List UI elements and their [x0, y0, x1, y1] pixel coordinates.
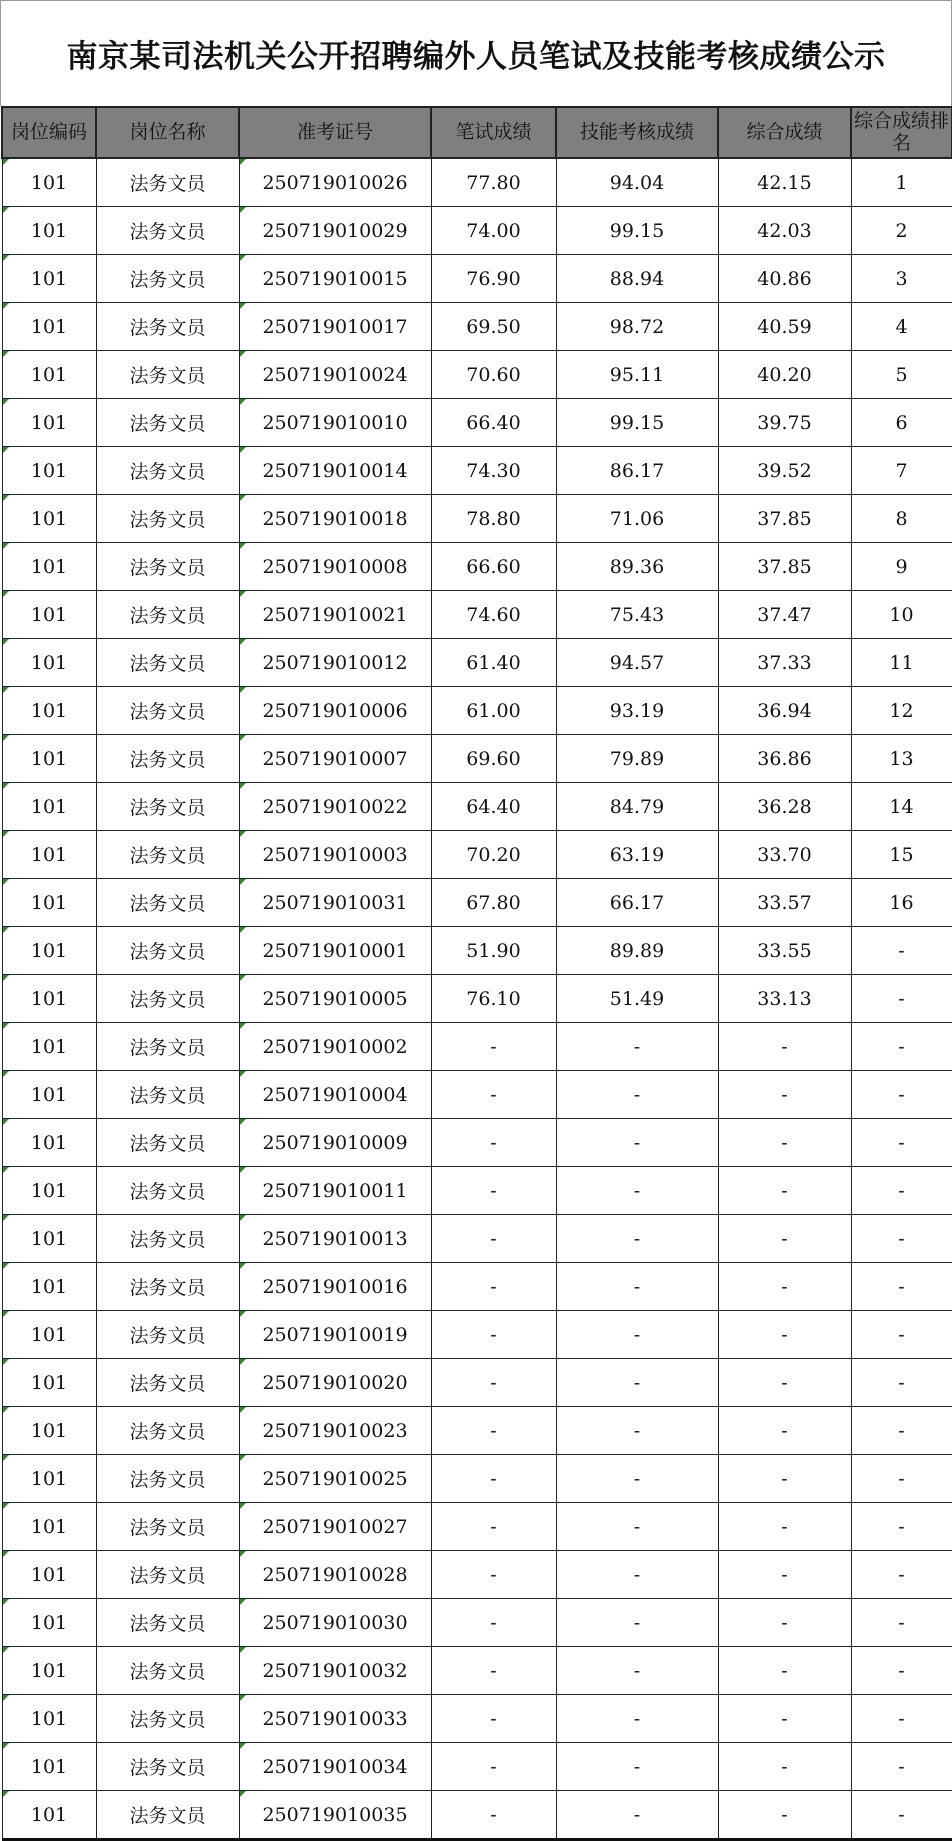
- cell-total-score[interactable]: 37.85: [718, 543, 851, 591]
- header-total-score[interactable]: 综合成绩: [718, 107, 851, 158]
- cell-position-code[interactable]: 101: [2, 831, 96, 879]
- cell-position-name[interactable]: 法务文员: [96, 879, 239, 927]
- cell-rank[interactable]: 3: [851, 255, 952, 303]
- cell-written-score[interactable]: 76.90: [431, 255, 556, 303]
- cell-rank[interactable]: -: [851, 1455, 952, 1503]
- cell-position-name[interactable]: 法务文员: [96, 735, 239, 783]
- table-row: [2, 1167, 952, 1215]
- table-row: [2, 1071, 952, 1119]
- cell-position-code[interactable]: 101: [2, 1503, 96, 1551]
- table-row: [2, 399, 952, 447]
- cell-written-score[interactable]: 69.50: [431, 303, 556, 351]
- cell-written-score[interactable]: 51.90: [431, 927, 556, 975]
- cell-written-score[interactable]: -: [431, 1455, 556, 1503]
- table-row: [2, 783, 952, 831]
- header-written-score[interactable]: 笔试成绩: [431, 107, 556, 158]
- cell-exam-number[interactable]: 250719010006: [239, 687, 431, 735]
- header-position-code[interactable]: 岗位编码: [2, 107, 96, 158]
- cell-rank[interactable]: -: [851, 1215, 952, 1263]
- cell-written-score[interactable]: -: [431, 1695, 556, 1743]
- cell-written-score[interactable]: 61.40: [431, 639, 556, 687]
- cell-rank[interactable]: -: [851, 1743, 952, 1791]
- cell-written-score[interactable]: -: [431, 1311, 556, 1359]
- cell-position-code[interactable]: 101: [2, 1359, 96, 1407]
- cell-position-name[interactable]: 法务文员: [96, 1551, 239, 1599]
- cell-total-score[interactable]: 40.86: [718, 255, 851, 303]
- cell-written-score[interactable]: -: [431, 1551, 556, 1599]
- cell-exam-number[interactable]: 250719010030: [239, 1599, 431, 1647]
- cell-exam-number[interactable]: 250719010002: [239, 1023, 431, 1071]
- cell-rank[interactable]: -: [851, 1599, 952, 1647]
- cell-written-score[interactable]: -: [431, 1407, 556, 1455]
- cell-skill-score[interactable]: -: [556, 1263, 718, 1311]
- cell-skill-score[interactable]: 94.57: [556, 639, 718, 687]
- cell-position-name[interactable]: 法务文员: [96, 975, 239, 1023]
- cell-total-score[interactable]: -: [718, 1503, 851, 1551]
- cell-total-score[interactable]: 39.75: [718, 399, 851, 447]
- cell-written-score[interactable]: 74.60: [431, 591, 556, 639]
- cell-total-score[interactable]: 37.85: [718, 495, 851, 543]
- cell-rank[interactable]: -: [851, 1311, 952, 1359]
- cell-rank[interactable]: 8: [851, 495, 952, 543]
- cell-exam-number[interactable]: 250719010017: [239, 303, 431, 351]
- cell-exam-number[interactable]: 250719010028: [239, 1551, 431, 1599]
- cell-rank[interactable]: -: [851, 1071, 952, 1119]
- page-title: 南京某司法机关公开招聘编外人员笔试及技能考核成绩公示: [66, 39, 886, 75]
- cell-skill-score[interactable]: -: [556, 1023, 718, 1071]
- cell-position-name[interactable]: 法务文员: [96, 1071, 239, 1119]
- cell-total-score[interactable]: 33.57: [718, 879, 851, 927]
- cell-written-score[interactable]: 74.00: [431, 207, 556, 255]
- cell-position-name[interactable]: 法务文员: [96, 495, 239, 543]
- cell-position-name[interactable]: 法务文员: [96, 1311, 239, 1359]
- table-row: [2, 158, 952, 207]
- cell-position-code[interactable]: 101: [2, 1455, 96, 1503]
- cell-position-name[interactable]: 法务文员: [96, 543, 239, 591]
- cell-position-code[interactable]: 101: [2, 975, 96, 1023]
- cell-skill-score[interactable]: 79.89: [556, 735, 718, 783]
- cell-exam-number[interactable]: 250719010032: [239, 1647, 431, 1695]
- cell-position-code[interactable]: 101: [2, 591, 96, 639]
- table-row: [2, 591, 952, 639]
- cell-total-score[interactable]: 36.94: [718, 687, 851, 735]
- cell-skill-score[interactable]: 66.17: [556, 879, 718, 927]
- cell-position-name[interactable]: 法务文员: [96, 303, 239, 351]
- cell-position-name[interactable]: 法务文员: [96, 687, 239, 735]
- cell-position-code[interactable]: 101: [2, 351, 96, 399]
- cell-position-code[interactable]: 101: [2, 1743, 96, 1791]
- table-row: [2, 831, 952, 879]
- table-row: [2, 639, 952, 687]
- cell-position-name[interactable]: 法务文员: [96, 1119, 239, 1167]
- cell-total-score[interactable]: -: [718, 1695, 851, 1743]
- cell-position-code[interactable]: 101: [2, 447, 96, 495]
- cell-skill-score[interactable]: -: [556, 1503, 718, 1551]
- cell-position-code[interactable]: 101: [2, 687, 96, 735]
- cell-written-score[interactable]: -: [431, 1071, 556, 1119]
- cell-skill-score[interactable]: -: [556, 1407, 718, 1455]
- cell-written-score[interactable]: 76.10: [431, 975, 556, 1023]
- table-row: [2, 351, 952, 399]
- cell-rank[interactable]: 9: [851, 543, 952, 591]
- cell-exam-number[interactable]: 250719010020: [239, 1359, 431, 1407]
- cell-total-score[interactable]: 40.59: [718, 303, 851, 351]
- cell-position-name[interactable]: 法务文员: [96, 1167, 239, 1215]
- cell-total-score[interactable]: 37.47: [718, 591, 851, 639]
- cell-exam-number[interactable]: 250719010008: [239, 543, 431, 591]
- cell-rank[interactable]: 16: [851, 879, 952, 927]
- cell-position-name[interactable]: 法务文员: [96, 158, 239, 207]
- table-row: [2, 1647, 952, 1695]
- cell-written-score[interactable]: 70.20: [431, 831, 556, 879]
- table-row: [2, 927, 952, 975]
- cell-total-score[interactable]: -: [718, 1167, 851, 1215]
- cell-rank[interactable]: -: [851, 1407, 952, 1455]
- cell-position-name[interactable]: 法务文员: [96, 927, 239, 975]
- table-row: [2, 687, 952, 735]
- cell-written-score[interactable]: 74.30: [431, 447, 556, 495]
- cell-written-score[interactable]: -: [431, 1743, 556, 1791]
- cell-skill-score[interactable]: -: [556, 1311, 718, 1359]
- table-row: [2, 1743, 952, 1791]
- table-body: [2, 158, 952, 1840]
- cell-exam-number[interactable]: 250719010003: [239, 831, 431, 879]
- cell-total-score[interactable]: -: [718, 1023, 851, 1071]
- cell-skill-score[interactable]: 63.19: [556, 831, 718, 879]
- cell-position-name[interactable]: 法务文员: [96, 591, 239, 639]
- cell-written-score[interactable]: 66.60: [431, 543, 556, 591]
- cell-position-code[interactable]: 101: [2, 783, 96, 831]
- cell-position-code[interactable]: 101: [2, 879, 96, 927]
- table-row: [2, 1263, 952, 1311]
- cell-skill-score[interactable]: 89.36: [556, 543, 718, 591]
- cell-rank[interactable]: -: [851, 1551, 952, 1599]
- cell-rank[interactable]: -: [851, 1503, 952, 1551]
- cell-position-code[interactable]: 101: [2, 1551, 96, 1599]
- cell-skill-score[interactable]: -: [556, 1647, 718, 1695]
- cell-rank[interactable]: 4: [851, 303, 952, 351]
- cell-skill-score[interactable]: -: [556, 1119, 718, 1167]
- cell-rank[interactable]: -: [851, 1695, 952, 1743]
- cell-written-score[interactable]: -: [431, 1791, 556, 1840]
- cell-total-score[interactable]: 37.33: [718, 639, 851, 687]
- table-row: [2, 543, 952, 591]
- cell-total-score[interactable]: -: [718, 1215, 851, 1263]
- cell-rank[interactable]: -: [851, 1023, 952, 1071]
- cell-position-name[interactable]: 法务文员: [96, 1263, 239, 1311]
- cell-position-code[interactable]: 101: [2, 495, 96, 543]
- cell-total-score[interactable]: 33.70: [718, 831, 851, 879]
- cell-skill-score[interactable]: 71.06: [556, 495, 718, 543]
- cell-rank[interactable]: 6: [851, 399, 952, 447]
- cell-exam-number[interactable]: 250719010025: [239, 1455, 431, 1503]
- cell-exam-number[interactable]: 250719010010: [239, 399, 431, 447]
- cell-skill-score[interactable]: 95.11: [556, 351, 718, 399]
- cell-total-score[interactable]: -: [718, 1311, 851, 1359]
- cell-exam-number[interactable]: 250719010009: [239, 1119, 431, 1167]
- cell-exam-number[interactable]: 250719010001: [239, 927, 431, 975]
- cell-position-code[interactable]: 101: [2, 1599, 96, 1647]
- cell-total-score[interactable]: -: [718, 1119, 851, 1167]
- cell-position-code[interactable]: 101: [2, 207, 96, 255]
- cell-skill-score[interactable]: 94.04: [556, 158, 718, 207]
- cell-written-score[interactable]: 70.60: [431, 351, 556, 399]
- cell-total-score[interactable]: -: [718, 1455, 851, 1503]
- cell-rank[interactable]: 14: [851, 783, 952, 831]
- cell-rank[interactable]: 7: [851, 447, 952, 495]
- cell-written-score[interactable]: 67.80: [431, 879, 556, 927]
- cell-position-name[interactable]: 法务文员: [96, 1743, 239, 1791]
- cell-exam-number[interactable]: 250719010035: [239, 1791, 431, 1840]
- cell-skill-score[interactable]: -: [556, 1599, 718, 1647]
- cell-exam-number[interactable]: 250719010018: [239, 495, 431, 543]
- cell-total-score[interactable]: -: [718, 1551, 851, 1599]
- cell-written-score[interactable]: -: [431, 1503, 556, 1551]
- header-total-rank[interactable]: 综合成绩排名: [851, 107, 952, 158]
- cell-position-name[interactable]: 法务文员: [96, 1455, 239, 1503]
- cell-exam-number[interactable]: 250719010012: [239, 639, 431, 687]
- cell-total-score[interactable]: -: [718, 1359, 851, 1407]
- results-table: [1, 106, 952, 1841]
- cell-total-score[interactable]: -: [718, 1743, 851, 1791]
- cell-exam-number[interactable]: 250719010016: [239, 1263, 431, 1311]
- table-row: [2, 207, 952, 255]
- cell-skill-score[interactable]: 98.72: [556, 303, 718, 351]
- cell-rank[interactable]: 2: [851, 207, 952, 255]
- cell-written-score[interactable]: 78.80: [431, 495, 556, 543]
- cell-skill-score[interactable]: -: [556, 1359, 718, 1407]
- cell-total-score[interactable]: 42.15: [718, 158, 851, 207]
- cell-total-score[interactable]: 33.55: [718, 927, 851, 975]
- cell-position-code[interactable]: 101: [2, 1647, 96, 1695]
- cell-total-score[interactable]: 40.20: [718, 351, 851, 399]
- table-row: [2, 975, 952, 1023]
- cell-skill-score[interactable]: -: [556, 1791, 718, 1840]
- cell-position-name[interactable]: 法务文员: [96, 1023, 239, 1071]
- cell-position-code[interactable]: 101: [2, 927, 96, 975]
- table-row: [2, 1503, 952, 1551]
- cell-position-name[interactable]: 法务文员: [96, 255, 239, 303]
- cell-position-name[interactable]: 法务文员: [96, 1647, 239, 1695]
- cell-rank[interactable]: -: [851, 927, 952, 975]
- cell-rank[interactable]: -: [851, 1647, 952, 1695]
- cell-position-code[interactable]: 101: [2, 1215, 96, 1263]
- cell-skill-score[interactable]: -: [556, 1455, 718, 1503]
- table-row: [2, 1215, 952, 1263]
- cell-total-score[interactable]: 42.03: [718, 207, 851, 255]
- cell-exam-number[interactable]: 250719010022: [239, 783, 431, 831]
- table-row: [2, 1023, 952, 1071]
- cell-written-score[interactable]: 69.60: [431, 735, 556, 783]
- table-row: [2, 303, 952, 351]
- cell-position-code[interactable]: 101: [2, 1023, 96, 1071]
- cell-skill-score[interactable]: 89.89: [556, 927, 718, 975]
- cell-rank[interactable]: 12: [851, 687, 952, 735]
- cell-exam-number[interactable]: 250719010023: [239, 1407, 431, 1455]
- cell-position-name[interactable]: 法务文员: [96, 831, 239, 879]
- cell-skill-score[interactable]: -: [556, 1071, 718, 1119]
- cell-total-score[interactable]: 36.86: [718, 735, 851, 783]
- cell-total-score[interactable]: 39.52: [718, 447, 851, 495]
- cell-rank[interactable]: -: [851, 1791, 952, 1840]
- cell-position-code[interactable]: 101: [2, 1167, 96, 1215]
- cell-position-name[interactable]: 法务文员: [96, 783, 239, 831]
- cell-exam-number[interactable]: 250719010005: [239, 975, 431, 1023]
- cell-skill-score[interactable]: -: [556, 1743, 718, 1791]
- cell-skill-score[interactable]: -: [556, 1695, 718, 1743]
- cell-written-score[interactable]: 61.00: [431, 687, 556, 735]
- cell-skill-score[interactable]: 86.17: [556, 447, 718, 495]
- cell-skill-score[interactable]: 51.49: [556, 975, 718, 1023]
- cell-skill-score[interactable]: 88.94: [556, 255, 718, 303]
- cell-rank[interactable]: 1: [851, 158, 952, 207]
- cell-exam-number[interactable]: 250719010034: [239, 1743, 431, 1791]
- cell-total-score[interactable]: -: [718, 1599, 851, 1647]
- cell-written-score[interactable]: 77.80: [431, 158, 556, 207]
- cell-position-code[interactable]: 101: [2, 399, 96, 447]
- cell-exam-number[interactable]: 250719010026: [239, 158, 431, 207]
- table-row: [2, 1551, 952, 1599]
- cell-written-score[interactable]: -: [431, 1215, 556, 1263]
- table-row: [2, 879, 952, 927]
- cell-position-code[interactable]: 101: [2, 639, 96, 687]
- cell-written-score[interactable]: 66.40: [431, 399, 556, 447]
- cell-skill-score[interactable]: 84.79: [556, 783, 718, 831]
- cell-exam-number[interactable]: 250719010014: [239, 447, 431, 495]
- cell-exam-number[interactable]: 250719010019: [239, 1311, 431, 1359]
- cell-exam-number[interactable]: 250719010015: [239, 255, 431, 303]
- cell-position-code[interactable]: 101: [2, 1791, 96, 1840]
- cell-position-code[interactable]: 101: [2, 1071, 96, 1119]
- cell-rank[interactable]: 15: [851, 831, 952, 879]
- table-row: [2, 447, 952, 495]
- cell-position-name[interactable]: 法务文员: [96, 1695, 239, 1743]
- cell-skill-score[interactable]: 75.43: [556, 591, 718, 639]
- cell-skill-score[interactable]: -: [556, 1215, 718, 1263]
- cell-rank[interactable]: 13: [851, 735, 952, 783]
- cell-rank[interactable]: 10: [851, 591, 952, 639]
- cell-written-score[interactable]: -: [431, 1167, 556, 1215]
- table-row: [2, 1599, 952, 1647]
- cell-skill-score[interactable]: 99.15: [556, 207, 718, 255]
- cell-rank[interactable]: -: [851, 1359, 952, 1407]
- cell-position-code[interactable]: 101: [2, 1263, 96, 1311]
- table-row: [2, 1359, 952, 1407]
- header-exam-number[interactable]: 准考证号: [239, 107, 431, 158]
- cell-exam-number[interactable]: 250719010021: [239, 591, 431, 639]
- cell-written-score[interactable]: -: [431, 1263, 556, 1311]
- cell-position-code[interactable]: 101: [2, 1119, 96, 1167]
- cell-position-code[interactable]: 101: [2, 1695, 96, 1743]
- header-skill-score[interactable]: 技能考核成绩: [556, 107, 718, 158]
- cell-total-score[interactable]: 36.28: [718, 783, 851, 831]
- table-row: [2, 255, 952, 303]
- cell-exam-number[interactable]: 250719010033: [239, 1695, 431, 1743]
- cell-total-score[interactable]: -: [718, 1647, 851, 1695]
- cell-written-score[interactable]: -: [431, 1599, 556, 1647]
- cell-exam-number[interactable]: 250719010013: [239, 1215, 431, 1263]
- table-row: [2, 1695, 952, 1743]
- title-bar: [0, 0, 952, 106]
- cell-exam-number[interactable]: 250719010004: [239, 1071, 431, 1119]
- cell-position-name[interactable]: 法务文员: [96, 1407, 239, 1455]
- cell-rank[interactable]: -: [851, 1263, 952, 1311]
- cell-rank[interactable]: -: [851, 1119, 952, 1167]
- cell-position-name[interactable]: 法务文员: [96, 399, 239, 447]
- table-row: [2, 1119, 952, 1167]
- cell-position-name[interactable]: 法务文员: [96, 1599, 239, 1647]
- cell-total-score[interactable]: -: [718, 1791, 851, 1840]
- cell-total-score[interactable]: -: [718, 1263, 851, 1311]
- cell-skill-score[interactable]: -: [556, 1167, 718, 1215]
- cell-written-score[interactable]: -: [431, 1647, 556, 1695]
- cell-written-score[interactable]: -: [431, 1119, 556, 1167]
- table-row: [2, 495, 952, 543]
- cell-skill-score[interactable]: 93.19: [556, 687, 718, 735]
- cell-position-name[interactable]: 法务文员: [96, 639, 239, 687]
- table-row: [2, 1311, 952, 1359]
- table-row: [2, 1407, 952, 1455]
- cell-skill-score[interactable]: 99.15: [556, 399, 718, 447]
- cell-exam-number[interactable]: 250719010011: [239, 1167, 431, 1215]
- cell-position-code[interactable]: 101: [2, 158, 96, 207]
- header-position-name[interactable]: 岗位名称: [96, 107, 239, 158]
- cell-total-score[interactable]: 33.13: [718, 975, 851, 1023]
- cell-rank[interactable]: 11: [851, 639, 952, 687]
- cell-position-code[interactable]: 101: [2, 1311, 96, 1359]
- cell-position-code[interactable]: 101: [2, 735, 96, 783]
- cell-total-score[interactable]: -: [718, 1071, 851, 1119]
- cell-position-code[interactable]: 101: [2, 255, 96, 303]
- cell-exam-number[interactable]: 250719010029: [239, 207, 431, 255]
- cell-rank[interactable]: 5: [851, 351, 952, 399]
- cell-position-name[interactable]: 法务文员: [96, 447, 239, 495]
- header-row: [2, 107, 952, 158]
- cell-rank[interactable]: -: [851, 1167, 952, 1215]
- cell-written-score[interactable]: -: [431, 1359, 556, 1407]
- table-row: [2, 1791, 952, 1840]
- cell-position-name[interactable]: 法务文员: [96, 1215, 239, 1263]
- cell-position-code[interactable]: 101: [2, 543, 96, 591]
- cell-exam-number[interactable]: 250719010007: [239, 735, 431, 783]
- cell-position-code[interactable]: 101: [2, 1407, 96, 1455]
- table-row: [2, 1455, 952, 1503]
- cell-position-name[interactable]: 法务文员: [96, 1791, 239, 1840]
- cell-written-score[interactable]: 64.40: [431, 783, 556, 831]
- cell-position-name[interactable]: 法务文员: [96, 351, 239, 399]
- cell-exam-number[interactable]: 250719010027: [239, 1503, 431, 1551]
- cell-position-name[interactable]: 法务文员: [96, 1359, 239, 1407]
- cell-exam-number[interactable]: 250719010031: [239, 879, 431, 927]
- cell-position-name[interactable]: 法务文员: [96, 1503, 239, 1551]
- cell-rank[interactable]: -: [851, 975, 952, 1023]
- cell-total-score[interactable]: -: [718, 1407, 851, 1455]
- cell-skill-score[interactable]: -: [556, 1551, 718, 1599]
- table-row: [2, 735, 952, 783]
- cell-written-score[interactable]: -: [431, 1023, 556, 1071]
- cell-exam-number[interactable]: 250719010024: [239, 351, 431, 399]
- cell-position-code[interactable]: 101: [2, 303, 96, 351]
- cell-position-name[interactable]: 法务文员: [96, 207, 239, 255]
